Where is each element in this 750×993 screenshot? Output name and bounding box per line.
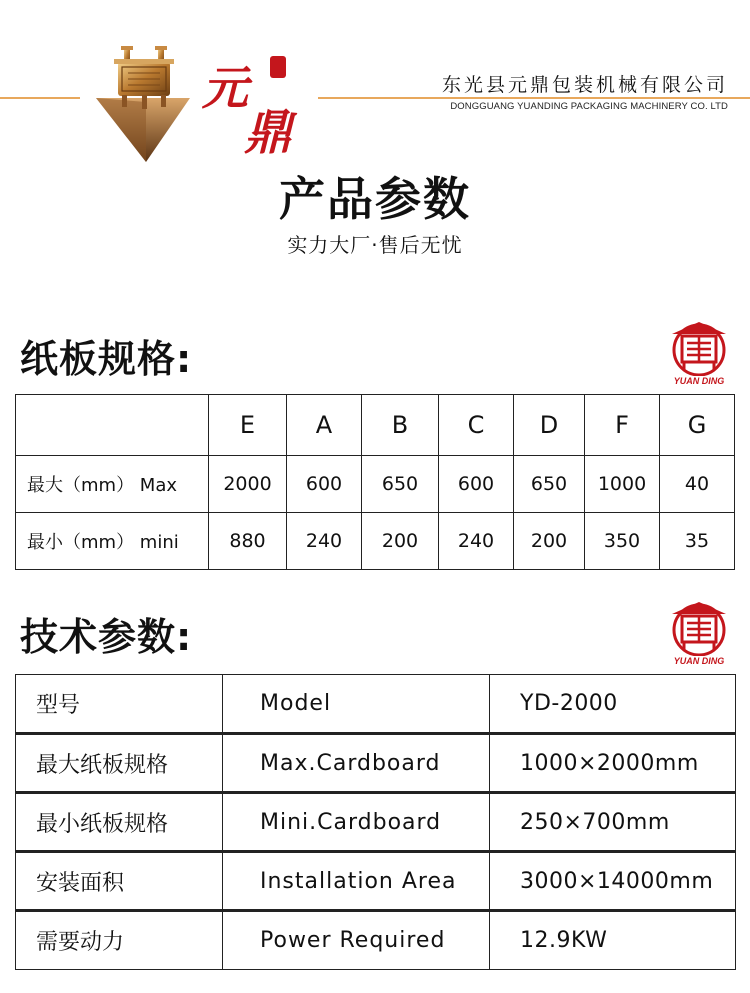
logo-char-ding: 鼎: [244, 105, 293, 161]
ding-emblem-icon: [664, 318, 734, 376]
spec-cell: 880: [209, 513, 287, 570]
page-subtitle: 实力大厂·售后无忧: [287, 233, 463, 257]
tech-row-power: [16, 911, 736, 970]
tech-label-en: Model: [223, 675, 490, 734]
spec-cell: 650: [362, 456, 439, 513]
tech-value: 3000×14000mm: [490, 852, 736, 911]
spec-cell: 40: [660, 456, 735, 513]
tech-label-en: Mini.Cardboard: [223, 793, 490, 852]
logo-char-yuan: 元: [202, 61, 248, 115]
tech-label-cn: 最小纸板规格: [16, 793, 223, 852]
spec-row-min: [16, 513, 735, 570]
brand-logo-text: [200, 50, 310, 160]
tech-label-en: Installation Area: [223, 852, 490, 911]
spec-row-label: 最大（mm） Max: [16, 456, 209, 513]
company-name-cn: 东光县元鼎包装机械有限公司: [441, 74, 728, 96]
tech-row-installation-area: [16, 852, 736, 911]
tech-params-table: [15, 674, 736, 970]
spec-col-a: A: [287, 395, 362, 456]
spec-cell: 650: [514, 456, 585, 513]
cardboard-spec-heading: 纸板规格:: [20, 337, 193, 381]
spec-col-d: D: [514, 395, 585, 456]
header-rule-left: [0, 97, 80, 99]
spec-cell: 35: [660, 513, 735, 570]
red-seal-icon: [270, 56, 286, 78]
badge-label: YUAN DING: [673, 656, 725, 666]
cardboard-spec-table: [15, 394, 735, 570]
tech-label-en: Power Required: [223, 911, 490, 970]
tech-params-heading: 技术参数:: [20, 615, 193, 659]
tech-value: 12.9KW: [490, 911, 736, 970]
company-name-en: DONGGUANG YUANDING PACKAGING MACHINERY CO. LTD: [450, 101, 728, 112]
page-title: 产品参数: [279, 172, 471, 226]
tech-label-cn: 最大纸板规格: [16, 734, 223, 793]
header-rule-right: [318, 97, 750, 99]
yuanding-badge: [664, 318, 734, 388]
tech-label-cn: 需要动力: [16, 911, 223, 970]
tech-label-en: Max.Cardboard: [223, 734, 490, 793]
spec-cell: 600: [439, 456, 514, 513]
spec-cell: 240: [287, 513, 362, 570]
spec-col-c: C: [439, 395, 514, 456]
spec-cell: 240: [439, 513, 514, 570]
yuanding-badge: [664, 598, 734, 668]
spec-cell: 350: [585, 513, 660, 570]
spec-cell: 200: [514, 513, 585, 570]
tech-value: 250×700mm: [490, 793, 736, 852]
spec-table-header-row: [16, 395, 735, 456]
tech-label-cn: 型号: [16, 675, 223, 734]
tech-value: 1000×2000mm: [490, 734, 736, 793]
tech-label-cn: 安装面积: [16, 852, 223, 911]
spec-col-b: B: [362, 395, 439, 456]
tech-row-model: [16, 675, 736, 734]
ding-emblem-icon: [664, 598, 734, 656]
spec-row-max: [16, 456, 735, 513]
ding-cauldron-logo-icon: [88, 40, 198, 164]
tech-row-max-cardboard: [16, 734, 736, 793]
badge-label: YUAN DING: [673, 376, 725, 386]
spec-col-f: F: [585, 395, 660, 456]
spec-cell: 600: [287, 456, 362, 513]
spec-col-g: G: [660, 395, 735, 456]
spec-cell: 2000: [209, 456, 287, 513]
spec-header-empty-cell: [16, 395, 209, 456]
tech-row-min-cardboard: [16, 793, 736, 852]
spec-col-e: E: [209, 395, 287, 456]
spec-row-label: 最小（mm） mini: [16, 513, 209, 570]
spec-cell: 200: [362, 513, 439, 570]
tech-value: YD-2000: [490, 675, 736, 734]
spec-cell: 1000: [585, 456, 660, 513]
